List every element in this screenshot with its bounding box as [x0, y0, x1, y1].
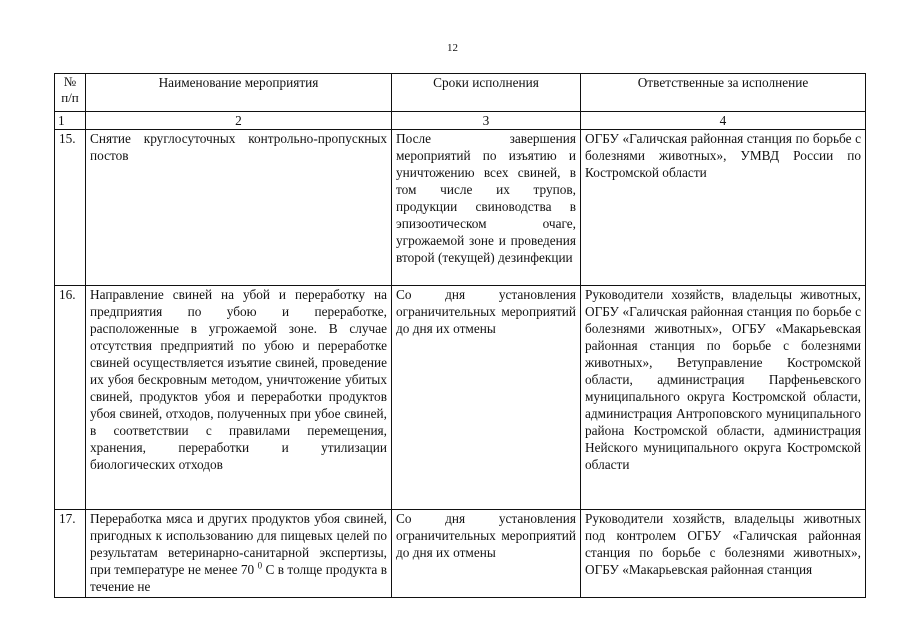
table-row — [55, 130, 866, 286]
measure-name: Снятие круглосуточных контрольно-пропускных постов — [86, 130, 392, 286]
header-name: Наименование мероприятия — [86, 74, 392, 112]
header-num: № п/п — [55, 74, 86, 112]
col-number-4: 4 — [581, 112, 866, 130]
measure-responsible: ОГБУ «Галичская районная станция по борьбе с болезнями животных», УМВД России по Костромской области — [581, 130, 866, 286]
measure-term: После завершения мероприятий по изъятию и уничтожению всех свиней, в том числе их трупов, продукции свиноводства в эпизоотическом очаге, угрожаемой зоне и проведения второй (текущей) дезинфекции — [392, 130, 581, 286]
measure-responsible: Руководители хозяйств, владельцы животных, ОГБУ «Галичская районная станция по борьбе с болезнями животных», ОГБУ «Макарьевская районная станция по борьбе с болезнями животных», Ветуправление Костромской области, администрация Парфеньевского муниципального округа Костромской области, администрация Антроповского муниципального района Костромской области, администрация Нейского муниципального округа Костромской области — [581, 286, 866, 510]
measure-name-part: Переработка мяса и других продуктов убоя свиней, пригодных к использованию для пищевых целей по результатам ветеринарно-санитарной экспертизы, при температуре не менее 70 — [90, 511, 387, 577]
header-term: Сроки исполнения — [392, 74, 581, 112]
measure-responsible — [581, 510, 866, 598]
row-number: 15. — [55, 130, 86, 286]
degree-superscript: 0 — [257, 560, 263, 571]
table-row — [55, 286, 866, 510]
measure-term: Со дня установления ограничительных мероприятий до дня их отмены — [392, 286, 581, 510]
measures-table — [54, 73, 866, 598]
col-number-2: 2 — [86, 112, 392, 130]
measure-name: Направление свиней на убой и переработку на предприятия по убою и переработке, расположенные в угрожаемой зоне. В случае отсутствия предприятий по убою и переработке свиней осуществляется изъятие свиней, проведение их убоя бескровным методом, уничтожение убитых свиней, продуктов убоя и переработки продуктов убоя свиней, отходов, полученных при убое свиней, в соответствии с правилами перемещения, хранения, переработки и утилизации биологических отходов — [86, 286, 392, 510]
table-row — [55, 510, 866, 598]
header-row — [55, 74, 866, 112]
measure-term-text: Со дня установления ограничительных мероприятий до дня их отмены — [396, 511, 576, 560]
col-number-1: 1 — [55, 112, 86, 130]
measure-name-part: С в толще продукта в течение не — [90, 562, 387, 594]
measure-responsible-text: Руководители хозяйств, владельцы животных под контролем ОГБУ «Галичская районная станция по борьбе с болезнями животных», ОГБУ «Макарьевская районная станция — [585, 511, 861, 577]
measure-name — [86, 510, 392, 598]
row-number: 17. — [55, 510, 86, 598]
row-number: 16. — [55, 286, 86, 510]
measure-term — [392, 510, 581, 598]
page-number: 12 — [447, 42, 458, 54]
column-number-row — [55, 112, 866, 130]
header-resp: Ответственные за исполнение — [581, 74, 866, 112]
col-number-3: 3 — [392, 112, 581, 130]
